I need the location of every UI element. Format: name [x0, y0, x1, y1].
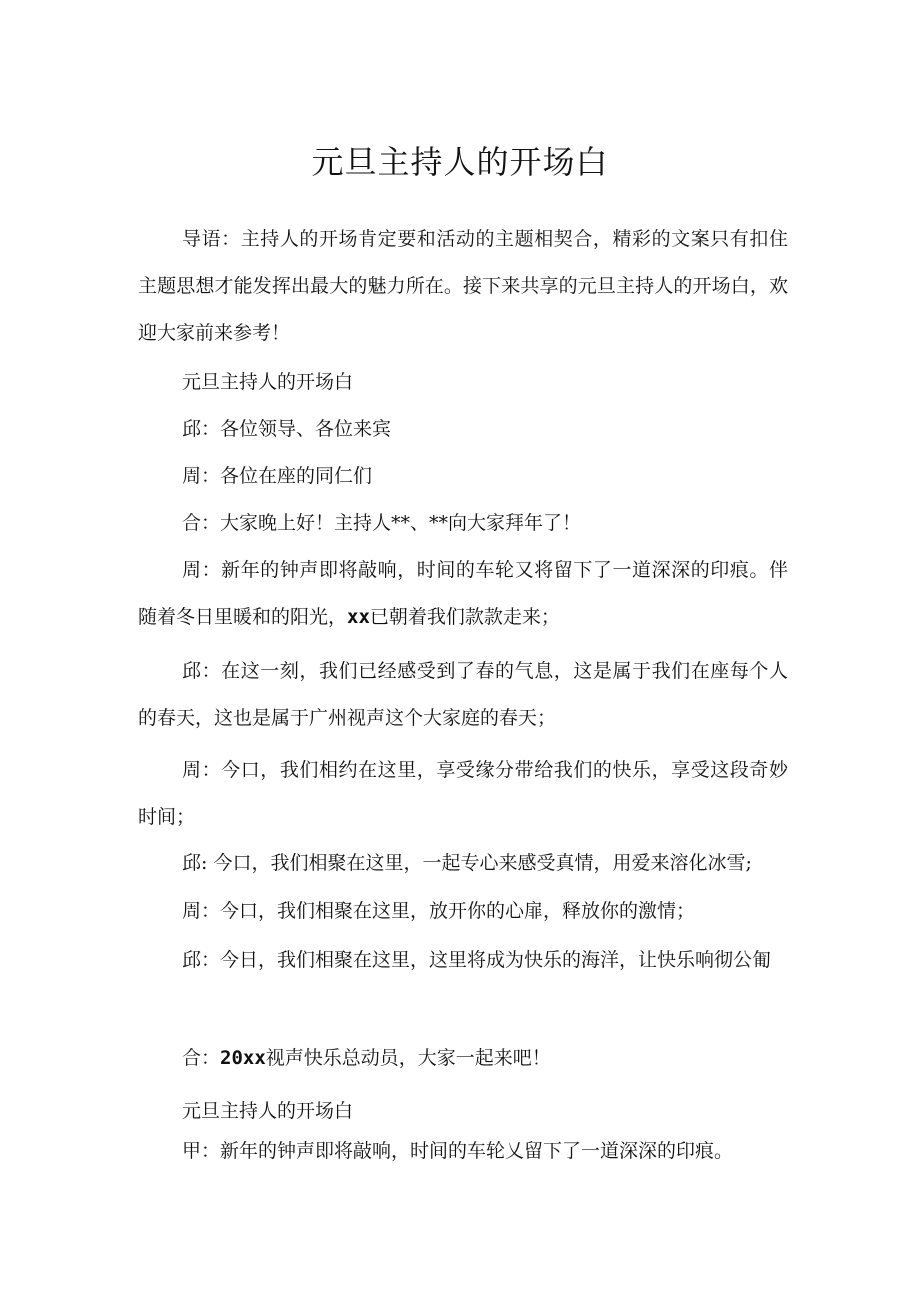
paragraph-zhou-2 — [138, 547, 788, 641]
line-zhou-4: 周：今口，我们相聚在这里，放开你的心扉，释放你的激情； — [182, 900, 696, 922]
paragraph-zhou-3: 周：今口，我们相约在这里，享受缘分带给我们的快乐，享受这段奇妙时间； — [138, 759, 788, 828]
section-heading-1: 元旦主持人的开场白 — [182, 371, 354, 393]
line-he-1: 合：大家晚上好！主持人**、**向大家拜年了！ — [182, 512, 582, 534]
document-title: 元旦主持人的开场白 — [311, 143, 609, 181]
line-he-2-text: 视声快乐总动员，大家一起来吧！ — [265, 1047, 551, 1069]
paragraph-zhou-2-text-b: 已朝着我们款款走来； — [369, 606, 560, 628]
paragraph-zhou-2-year-placeholder: xx — [347, 606, 370, 628]
line-qiu-3: 邱: 今口，我们相聚在这里，一起专心来感受真情，用爱来溶化冰雪; — [182, 852, 752, 874]
line-he-2-year: 20xx — [220, 1047, 266, 1069]
section-heading-2: 元旦主持人的开场白 — [182, 1100, 354, 1122]
line-he-2-prefix: 合： — [182, 1047, 221, 1069]
paragraph-qiu-2: 邱：在这一刻，我们已经感受到了春的气息，这是属于我们在座每个人的春天，这也是属于广州视声这个大家庭的春天； — [138, 660, 788, 729]
line-jia-1: 甲：新年的钟声即将敲响，时间的车轮乂留下了一道深深的印痕。 — [182, 1140, 734, 1162]
line-qiu-1: 邱：各位领导、各位来宾 — [182, 418, 392, 440]
line-zhou-1: 周：各位在座的同仁们 — [182, 465, 373, 487]
paragraph-qiu-4: 邱：今日，我们相聚在这里，这里将成为快乐的海洋，让快乐响彻公匍 — [182, 949, 772, 971]
line-he-2 — [182, 1035, 551, 1082]
paragraph-zhou-2-text-a: 周：新年的钟声即将敲响，时间的车轮又将留下了一道深深的印痕。伴随着冬日里暖和的阳光， — [138, 559, 788, 628]
intro-paragraph: 导语：主持人的开场肯定要和活动的主题相契合，精彩的文案只有扣住主题思想才能发挥出最大的魅力所在。接下来共享的元旦主持人的开场白，欢迎大家前来参考！ — [138, 228, 788, 344]
